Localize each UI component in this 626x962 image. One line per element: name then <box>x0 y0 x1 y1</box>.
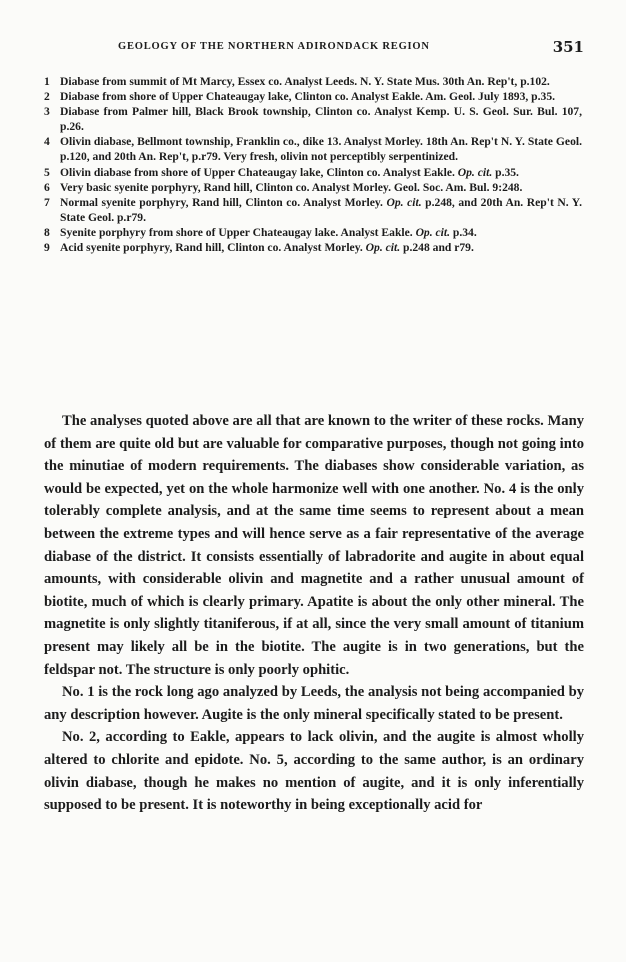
analysis-note-3 <box>44 104 582 134</box>
note-text: p.35. <box>492 165 519 179</box>
note-text: p.248, and 20th An. Rep't N. Y. State Geol. p.r79. <box>60 195 582 224</box>
note-number: 5 <box>44 165 50 179</box>
note-number: 6 <box>44 180 50 194</box>
note-text: Acid syenite porphyry, Rand hill, Clinton co. Analyst Morley. <box>60 241 366 255</box>
analysis-note-6 <box>44 180 582 195</box>
citation: Op. cit. <box>386 195 422 209</box>
analysis-note-4 <box>44 134 582 164</box>
page-number: 351 <box>552 38 584 56</box>
analysis-note-7 <box>44 195 582 225</box>
analysis-note-9 <box>44 240 582 255</box>
note-text: Diabase from summit of Mt Marcy, Essex co. Analyst Leeds. N. Y. State Mus. 30th An. Rep't, p.102. <box>60 75 550 88</box>
note-text: Syenite porphyry from shore of Upper Chateaugay lake. Analyst Eakle. <box>60 225 416 239</box>
note-text: Very basic syenite porphyry, Rand hill, Clinton co. Analyst Morley. Geol. Soc. Am. Bul. 9:248. <box>60 180 523 194</box>
analysis-note-5 <box>44 165 582 180</box>
analysis-notes-list <box>44 74 582 255</box>
paragraph: No. 1 is the rock long ago analyzed by Leeds, the analysis not being accompanied by any description however. Augite is the only mineral specifically stated to be present. <box>44 684 584 723</box>
note-text: Normal syenite porphyry, Rand hill, Clinton co. Analyst Morley. <box>60 195 387 209</box>
analysis-note-8 <box>44 225 582 240</box>
note-number: 8 <box>44 225 50 239</box>
note-number: 7 <box>44 195 50 209</box>
note-text: Olivin diabase from shore of Upper Chateaugay lake, Clinton co. Analyst Eakle. <box>60 165 458 179</box>
note-text: Diabase from shore of Upper Chateaugay lake, Clinton co. Analyst Eakle. Am. Geol. July 1893, p.35. <box>60 90 556 104</box>
paragraph: No. 2, according to Eakle, appears to lack olivin, and the augite is almost wholly altered to chlorite and epidote. No. 5, according to the same author, is an ordinary olivin diabase, though he makes no mention of augite, and it is only inferentially supposed to be present. It is noteworthy in being exceptionally acid for <box>44 729 584 814</box>
note-text: p.34. <box>450 225 477 239</box>
note-number: 3 <box>44 105 50 119</box>
page-header <box>58 38 584 58</box>
paragraph: The analyses quoted above are all that are known to the writer of these rocks. Many of them are quite old but are valuable for comparative purposes, though not going into the minutiae of modern requirements. The diabases show considerable variation, as would be expected, yet on the whole harmonize well with one another. No. 4 is the only tolerably complete analysis, and at the same time seems to represent about a mean between the extreme types and will hence serve as a fair representative of the average diabase of the district. It consists essentially of labradorite and augite in about equal amounts, with considerable olivin and magnetite and a rather unusual amount of biotite, much of which is clearly primary. Apatite is about the only other mineral. The magnetite is only slightly titaniferous, if at all, since the very small amount of titanium present may likely all be in the biotite. The augite is in two generations, but the feldspar not. The structure is only poorly ophitic. <box>44 413 584 678</box>
citation: Op. cit. <box>415 225 451 239</box>
citation: Op. cit. <box>365 241 401 255</box>
note-number: 2 <box>44 90 50 104</box>
note-number: 9 <box>44 241 50 255</box>
body-text <box>44 410 584 817</box>
note-text: Olivin diabase, Bellmont township, Franklin co., dike 13. Analyst Morley. 18th An. Rep't N. Y. State Geol. p.120, and 20th An. Rep't, p.r79. Very fresh, olivin not perceptibly serpentinized. <box>60 135 582 164</box>
note-number: 4 <box>44 135 50 149</box>
note-text: p.248 and r79. <box>400 241 474 255</box>
running-title: GEOLOGY OF THE NORTHERN ADIRONDACK REGION <box>118 41 430 52</box>
note-number: 1 <box>44 75 50 88</box>
citation: Op. cit. <box>457 165 493 179</box>
analysis-note-2 <box>44 89 582 104</box>
analysis-note-1 <box>44 74 582 89</box>
note-text: Diabase from Palmer hill, Black Brook township, Clinton co. Analyst Kemp. U. S. Geol. Sur. Bul. 107, p.26. <box>60 105 582 134</box>
